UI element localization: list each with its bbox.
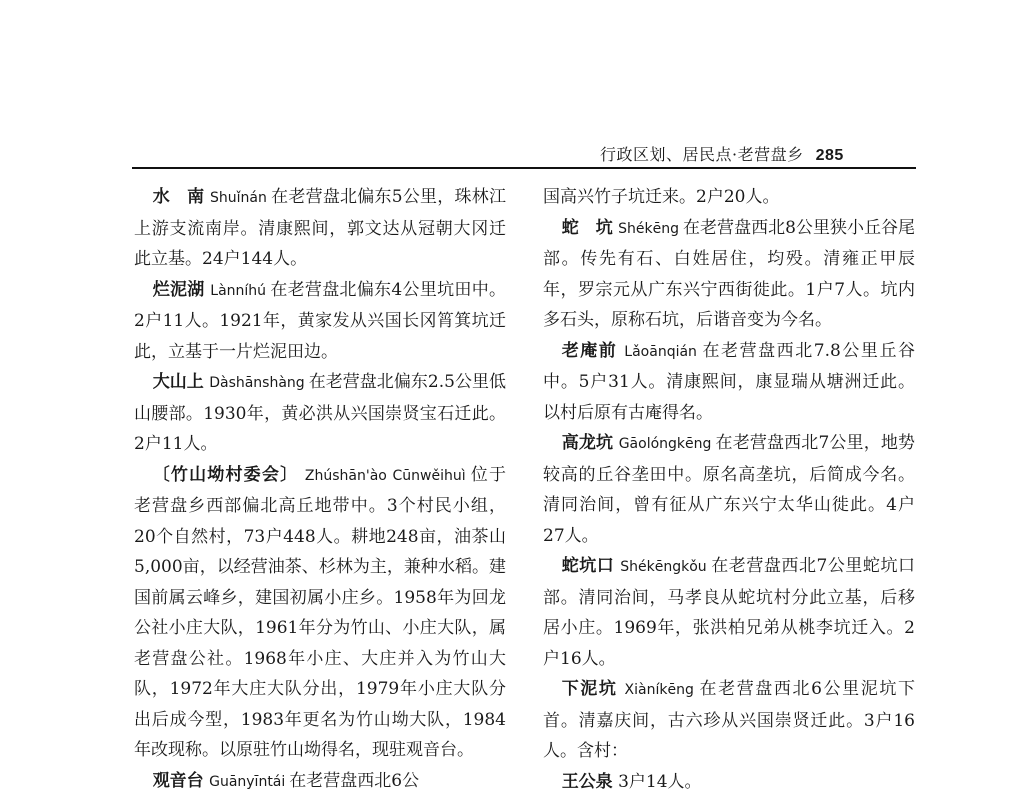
entry-continuation <box>543 182 915 213</box>
entry-text: 在老营盘西北8公里狭小丘谷尾部。传先有石、白姓居住，均殁。清雍正甲辰年，罗宗元从广东兴宁西街徙此。1户7人。坑内多石头，原称石坑，后谐音变为今名。 <box>543 218 915 331</box>
entry-pinyin: Shékēng <box>618 221 679 237</box>
entry-pinyin: Lànníhú <box>210 283 266 299</box>
entry-text: 在老营盘北偏东5公里，珠林江上游支流南岸。清康熙间，郭文达从冠朝大冈迁此立基。24户144人。 <box>134 187 506 269</box>
entry-xianikeng <box>543 674 915 767</box>
header-rule <box>132 167 916 169</box>
entry-text: 在老营盘西北6公 <box>289 771 419 791</box>
entry-shekengkou <box>543 551 915 674</box>
entry-headword: 老庵前 <box>562 341 618 361</box>
page-number: 285 <box>816 147 844 164</box>
entry-pinyin: Zhúshān'ào Cūnwěihuì <box>305 468 466 484</box>
entry-headword: 蛇 坑 <box>562 218 613 238</box>
left-column <box>134 182 506 797</box>
entry-guanyintai <box>134 766 506 797</box>
entry-pinyin: Xiàníkēng <box>625 682 694 698</box>
right-column <box>543 182 915 797</box>
entry-dashanshang <box>134 367 506 460</box>
entry-text: 在老营盘西北7.8公里丘谷中。5户31人。清康熙间，康显瑞从塘洲迁此。以村后原有古庵得名。 <box>543 341 915 423</box>
entry-text: 3户14人。 <box>618 772 701 792</box>
entry-pinyin: Shékēngkǒu <box>620 559 706 575</box>
entry-lannihu <box>134 275 506 368</box>
entry-text: 在老营盘北偏东2.5公里低山腰部。1930年，黄必洪从兴国崇贤宝石迁此。2户11人。 <box>134 372 506 454</box>
entry-gaolongkeng <box>543 428 915 551</box>
entry-text: 在老营盘西北7公里，地势较高的丘谷垄田中。原名高垄坑，后简成今名。清同治间，曾有征从广东兴宁太华山徙此。4户27人。 <box>543 433 915 546</box>
entry-shekeng <box>543 213 915 336</box>
entry-shuinan <box>134 182 506 275</box>
entry-headword: 高龙坑 <box>562 433 613 453</box>
entry-pinyin: Dàshānshàng <box>209 375 304 391</box>
entry-text: 在老营盘西北6公里泥坑下首。清嘉庆间，古六珍从兴国崇贤迁此。3户16人。含村： <box>543 679 915 761</box>
entry-headword: 水 南 <box>153 187 205 207</box>
entry-headword: 大山上 <box>153 372 204 392</box>
running-header <box>600 142 880 165</box>
entry-headword: 下泥坑 <box>562 679 618 699</box>
entry-text: 国高兴竹子坑迁来。2户20人。 <box>543 187 779 207</box>
entry-pinyin: Shuǐnán <box>210 190 267 206</box>
header-title: 行政区划、居民点·老营盘乡 <box>600 145 804 164</box>
entry-headword: 〔竹山坳村委会〕 <box>153 465 299 485</box>
entry-headword: 烂泥湖 <box>153 280 205 300</box>
entry-headword: 王公泉 <box>562 772 613 792</box>
entry-wanggongquan <box>543 767 915 797</box>
entry-headword: 观音台 <box>153 771 204 791</box>
entry-headword: 蛇坑口 <box>562 556 615 576</box>
entry-pinyin: Gāolóngkēng <box>619 436 712 452</box>
entry-pinyin: Guānyīntái <box>209 774 285 790</box>
entry-text: 位于老营盘乡西部偏北高丘地带中。3个村民小组，20个自然村，73户448人。耕地248亩，油茶山5,000亩，以经营油茶、杉林为主，兼种水稻。建国前属云峰乡，建国初属小庄乡。1958年为回龙公社小庄大队，1961年分为竹山、小庄大队，属老营盘公社。1968年小庄、大庄并入为竹山大队，1972年大庄大队分出，1979年小庄大队分出后成今型，1983年更名为竹山坳大队，1984年改现称。以原驻竹山坳得名，现驻观音台。 <box>134 465 506 761</box>
entry-zhushanao-village-committee <box>134 460 506 766</box>
entry-pinyin: Lǎoānqián <box>624 344 697 360</box>
entry-text: 在老营盘西北7公里蛇坑口部。清同治间，马孝良从蛇坑村分此立基，后移居小庄。1969年，张洪柏兄弟从桃李坑迁入。2户16人。 <box>543 556 915 669</box>
entry-text: 在老营盘北偏东4公里坑田中。2户11人。1921年，黄家发从兴国长冈筲箕坑迁此，立基于一片烂泥田边。 <box>134 280 506 362</box>
entry-laoanqian <box>543 336 915 429</box>
